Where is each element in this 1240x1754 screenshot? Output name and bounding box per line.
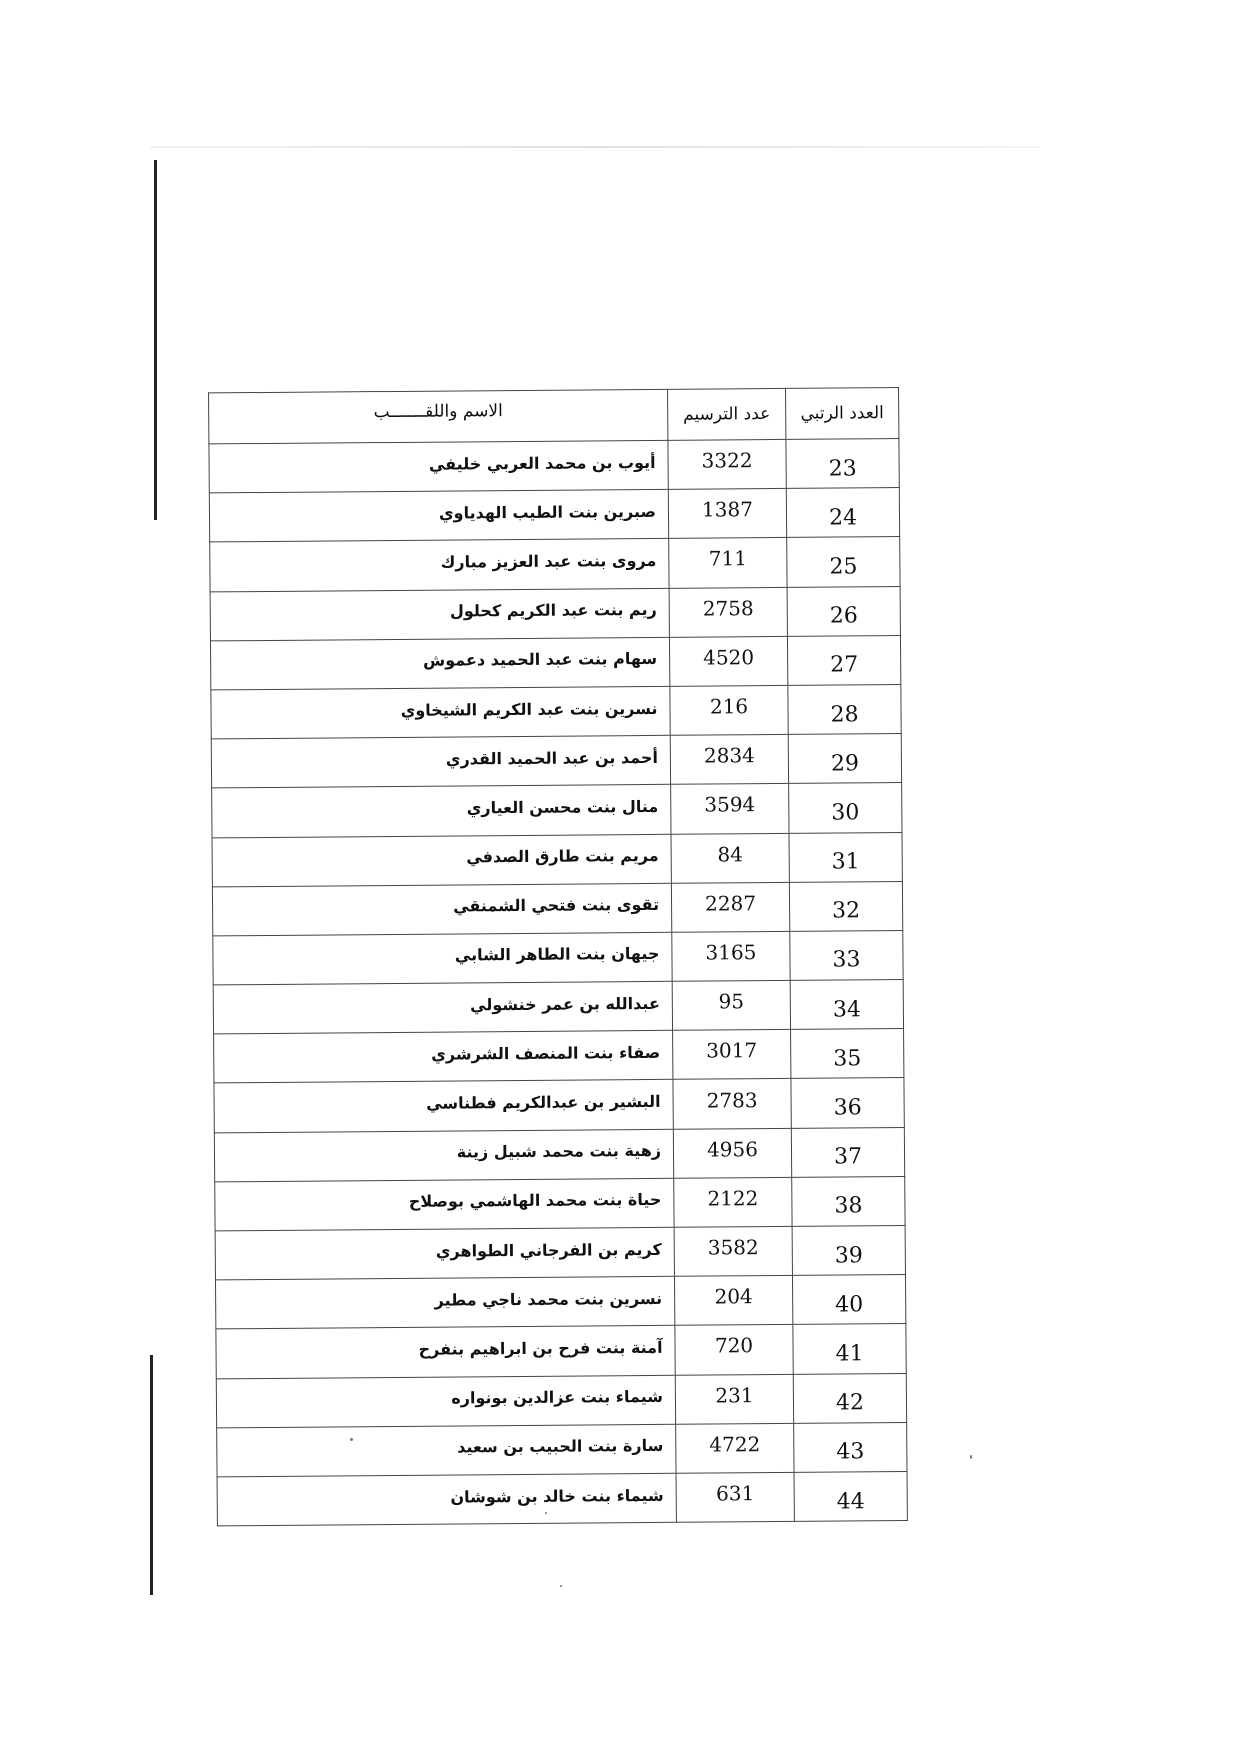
row-index: 36 <box>791 1078 904 1128</box>
table-row <box>210 635 900 690</box>
row-name: أيوب بن محمد العربي خليفي <box>209 440 668 493</box>
row-name: منال بنت محسن العياري <box>212 785 671 838</box>
table-row <box>217 1471 907 1526</box>
table-row <box>209 439 899 494</box>
row-registration-number: 3165 <box>672 931 790 981</box>
row-name: شيماء بنت عزالدين بونواره <box>216 1375 675 1428</box>
table-row <box>211 684 901 739</box>
table-row <box>212 832 902 887</box>
row-registration-number: 2122 <box>674 1177 792 1227</box>
row-name: تقوى بنت فتحي الشمنقي <box>212 883 671 936</box>
table-header-row <box>209 388 899 444</box>
row-registration-number: 95 <box>672 980 790 1030</box>
header-index: العدد الرتبي <box>786 388 899 440</box>
table-row <box>217 1422 907 1477</box>
row-index: 23 <box>786 439 899 489</box>
table-row <box>214 1029 904 1084</box>
row-index: 24 <box>786 488 899 538</box>
table-row <box>214 1078 904 1133</box>
table-row <box>210 586 900 641</box>
row-registration-number: 2783 <box>673 1079 791 1129</box>
header-name: الاسم واللقـــــــب <box>209 389 668 444</box>
registration-table <box>209 387 908 1527</box>
scan-speck <box>970 1455 972 1459</box>
row-index: 37 <box>791 1127 904 1177</box>
row-registration-number: 204 <box>674 1276 792 1326</box>
table-row <box>214 1127 904 1182</box>
row-index: 38 <box>792 1176 905 1226</box>
row-index: 26 <box>787 586 900 636</box>
row-index: 32 <box>789 881 902 931</box>
scan-edge-line-lower <box>150 1355 153 1595</box>
row-name: نسرين بنت محمد ناجي مطير <box>215 1276 674 1329</box>
row-index: 40 <box>792 1275 905 1325</box>
scan-edge-line-upper <box>154 160 157 520</box>
row-index: 30 <box>789 783 902 833</box>
row-name: شيماء بنت خالد بن شوشان <box>217 1473 676 1526</box>
row-registration-number: 2287 <box>671 882 789 932</box>
scan-speck <box>560 1585 562 1587</box>
row-name: ريم بنت عبد الكريم كحلول <box>210 588 669 641</box>
table-body <box>209 439 907 1527</box>
row-registration-number: 3594 <box>671 784 789 834</box>
row-registration-number: 3322 <box>668 439 786 489</box>
row-index: 41 <box>793 1324 906 1374</box>
row-name: البشير بن عبدالكريم فطناسي <box>214 1080 673 1133</box>
table-row <box>209 488 899 543</box>
row-name: عبدالله بن عمر خنشولي <box>213 981 672 1034</box>
row-name: زهية بنت محمد شبيل زينة <box>214 1129 673 1182</box>
row-name: سارة بنت الحبيب بن سعيد <box>217 1424 676 1477</box>
scan-top-shadow <box>150 146 1040 148</box>
row-registration-number: 3582 <box>674 1226 792 1276</box>
row-index: 34 <box>790 980 903 1030</box>
row-registration-number: 231 <box>675 1374 793 1424</box>
row-registration-number: 84 <box>671 833 789 883</box>
row-index: 27 <box>787 635 900 685</box>
row-name: صفاء بنت المنصف الشرشري <box>214 1031 673 1084</box>
row-index: 35 <box>791 1029 904 1079</box>
row-index: 33 <box>790 930 903 980</box>
row-registration-number: 631 <box>676 1472 794 1522</box>
table-row <box>215 1225 905 1280</box>
row-registration-number: 720 <box>675 1325 793 1375</box>
row-name: مريم بنت طارق الصدفي <box>212 834 671 887</box>
row-name: جيهان بنت الطاهر الشابي <box>213 932 672 985</box>
row-registration-number: 2758 <box>669 587 787 637</box>
row-name: حياة بنت محمد الهاشمي بوصلاح <box>215 1178 674 1231</box>
row-index: 44 <box>794 1471 907 1521</box>
row-registration-number: 4520 <box>669 636 787 686</box>
table-row <box>212 783 902 838</box>
row-name: نسرين بنت عبد الكريم الشيخاوي <box>211 686 670 739</box>
row-name: آمنة بنت فرح بن ابراهيم بنفرح <box>216 1326 675 1379</box>
table-row <box>213 980 903 1035</box>
row-registration-number: 2834 <box>670 735 788 785</box>
row-registration-number: 711 <box>669 538 787 588</box>
row-name: أحمد بن عبد الحميد القدري <box>211 735 670 788</box>
table-row <box>211 734 901 789</box>
row-index: 28 <box>788 684 901 734</box>
row-registration-number: 4956 <box>673 1128 791 1178</box>
table-row <box>215 1176 905 1231</box>
table-row <box>210 537 900 592</box>
row-registration-number: 1387 <box>668 489 786 539</box>
row-index: 31 <box>789 832 902 882</box>
row-index: 25 <box>787 537 900 587</box>
row-index: 29 <box>788 734 901 784</box>
row-index: 39 <box>792 1225 905 1275</box>
table-row <box>213 930 903 985</box>
row-name: كريم بن الفرجاني الطواهري <box>215 1227 674 1280</box>
row-name: سهام بنت عبد الحميد دعموش <box>210 637 669 690</box>
row-registration-number: 4722 <box>676 1423 794 1473</box>
row-name: مروى بنت عبد العزيز مبارك <box>210 539 669 592</box>
row-index: 43 <box>794 1422 907 1472</box>
table-row <box>216 1373 906 1428</box>
table-row <box>212 881 902 936</box>
row-registration-number: 216 <box>670 685 788 735</box>
table-row <box>215 1275 905 1330</box>
row-index: 42 <box>793 1373 906 1423</box>
table-row <box>216 1324 906 1379</box>
row-registration-number: 3017 <box>673 1030 791 1080</box>
header-registration-number: عدد الترسيم <box>668 388 786 440</box>
row-name: صبرين بنت الطيب الهدياوي <box>209 490 668 543</box>
